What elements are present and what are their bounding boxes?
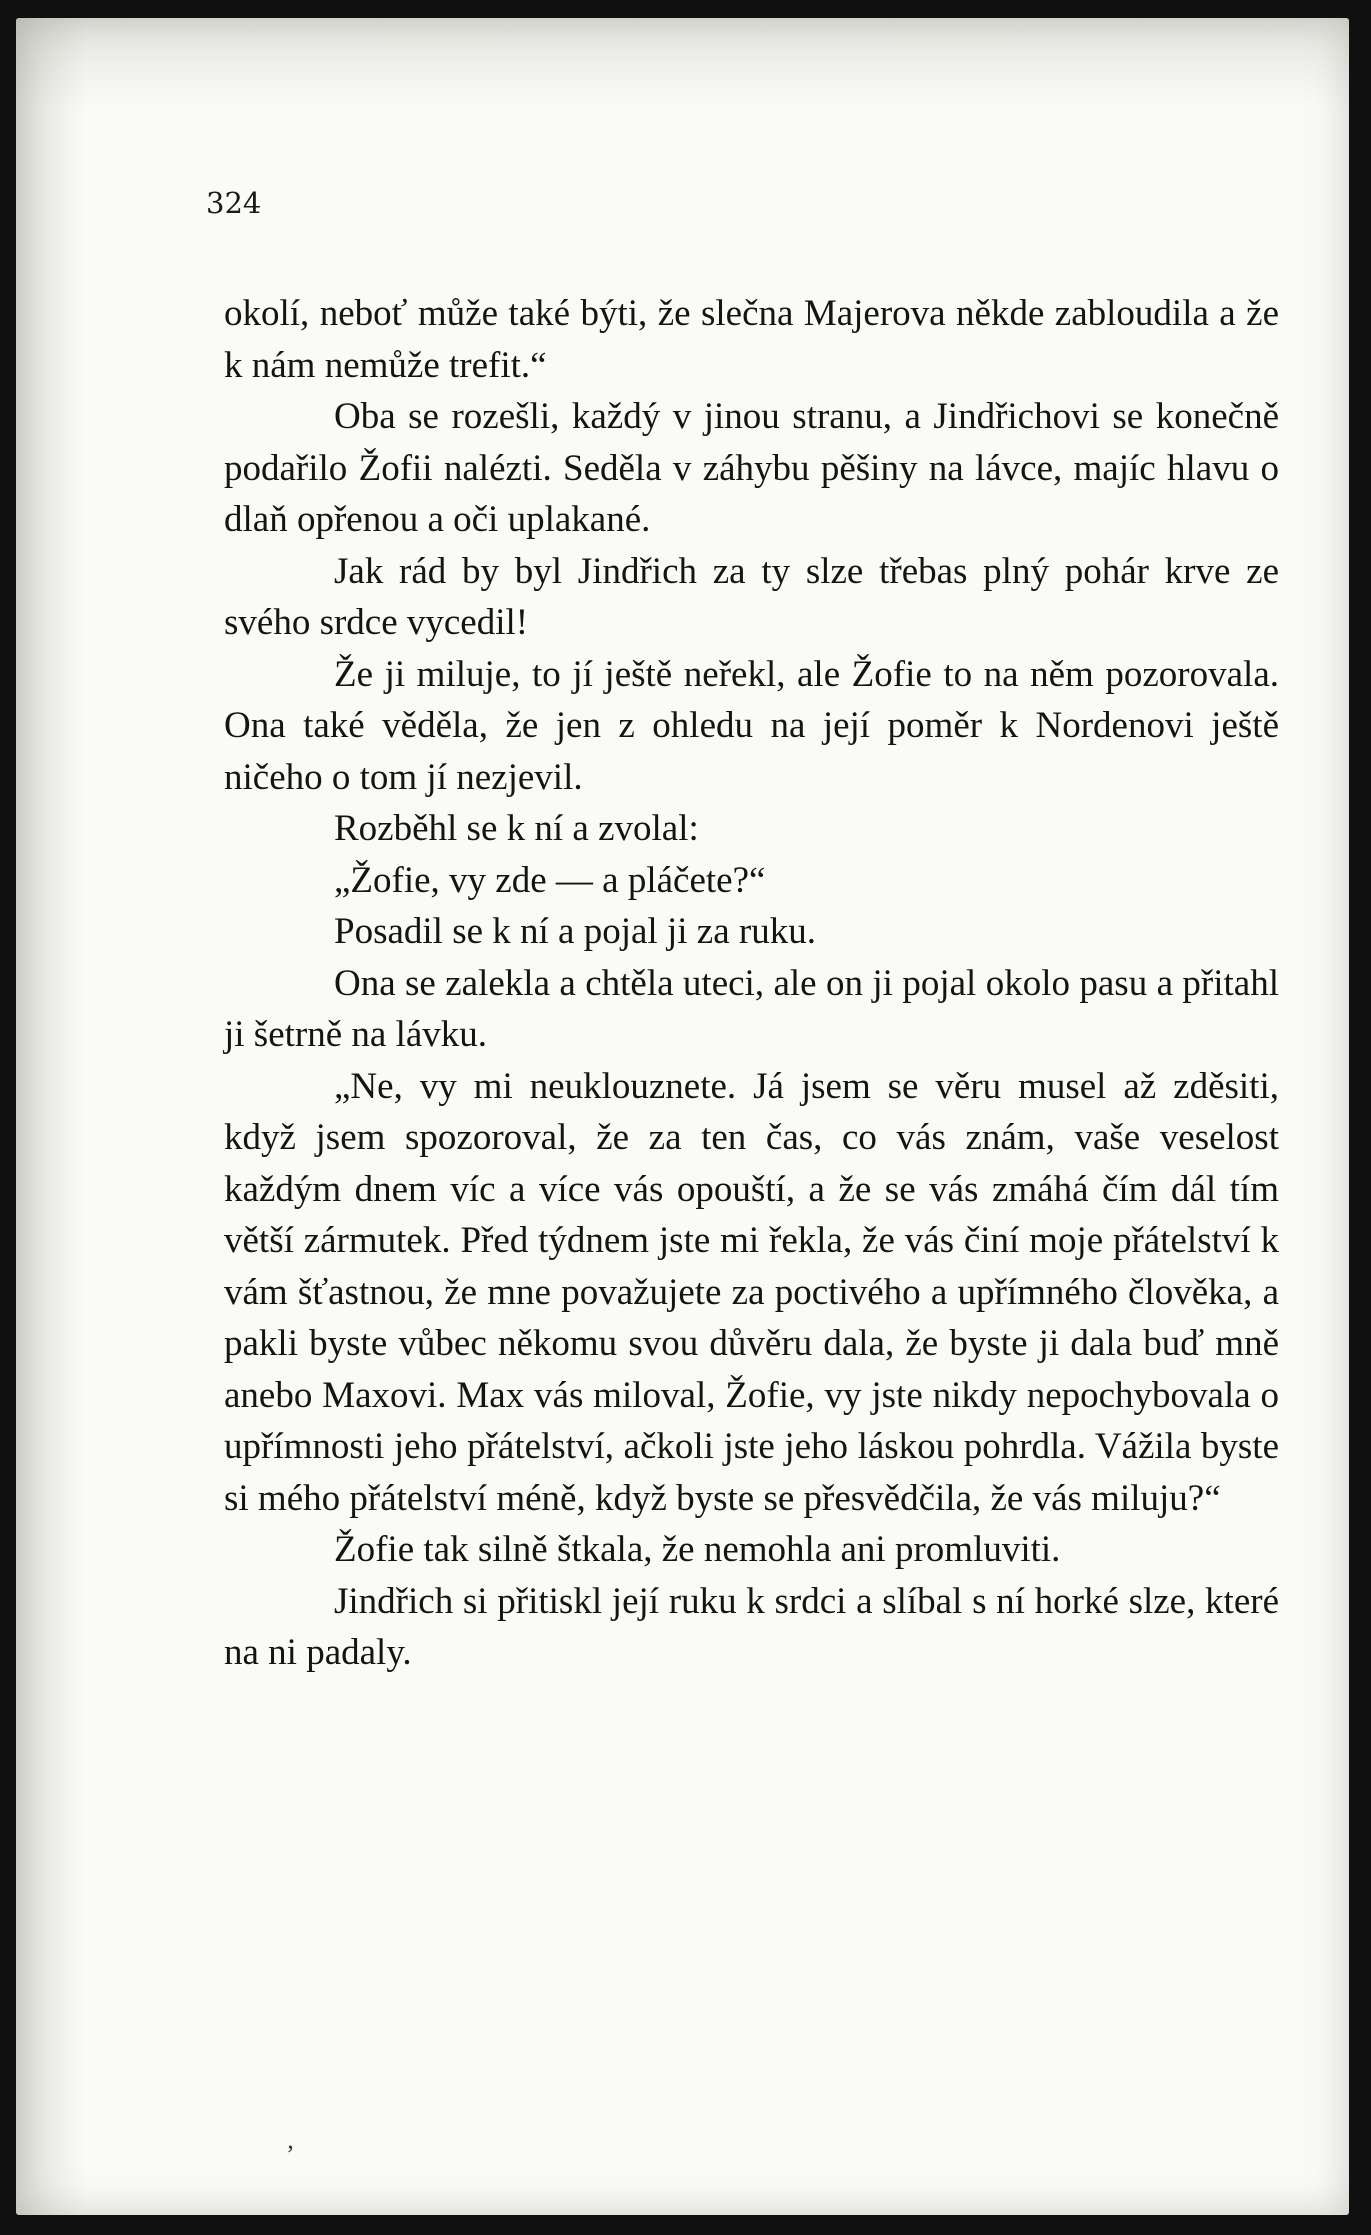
paragraph: Jindřich si přitiskl její ruku k srdci a slíbal s ní horké slze, které na ni padaly. <box>224 1580 1279 1673</box>
paragraph: okolí, neboť může také býti, že slečna Majerova někde zabloudila a že k nám nemůže trefit.“ <box>224 293 1279 386</box>
paragraph: Posadil se k ní a pojal ji za ruku. <box>334 911 816 952</box>
paragraph: Rozběhl se k ní a zvolal: <box>334 808 699 849</box>
page-top-shadow <box>16 18 1349 108</box>
paragraph: „Ne, vy mi neuklouznete. Já jsem se věru musel až zděsiti, když jsem spozoroval, že za ten čas, co vás znám, vaše veselost každým dnem víc a více vás opouští, a že se vás zmáhá čím dál tím větší zármutek. Před týdnem jste mi řekla, že vás činí moje přátelství k vám šťastnou, že mne považujete za poctivého a upřímného člověka, a pakli byste vůbec někomu svou důvěru dala, že byste ji dala buď mně anebo Maxovi. Max vás miloval, Žofie, vy jste nikdy nepochybovala o upřímnosti jeho přátelství, ačkoli jste jeho láskou pohrdla. Vážila byste si mého přátelství méně, když byste se přesvědčila, že vás miluju?“ <box>224 1065 1279 1519</box>
paragraph: Ona se zalekla a chtěla uteci, ale on ji pojal okolo pasu a přitahl ji šetrně na lávku. <box>224 962 1279 1055</box>
paragraph: Jak rád by byl Jindřich za ty slze třebas plný pohár krve ze svého srdce vycedil! <box>224 550 1279 643</box>
paragraph: „Žofie, vy zde — a pláčete?“ <box>334 859 766 901</box>
stray-ink-mark: ʼ <box>286 2140 295 2169</box>
page-number: 324 <box>206 186 262 220</box>
paragraph: Žofie tak silně štkala, že nemohla ani promluviti. <box>334 1529 1061 1570</box>
paragraph: Oba se rozešli, každý v jinou stranu, a Jindřichovi se konečně podařilo Žofii nalézti. Seděla v záhybu pěšiny na lávce, majíc hlavu o dlaň opřenou a oči uplakané. <box>224 396 1279 540</box>
paragraph: Že ji miluje, to jí ještě neřekl, ale Žofie to na něm pozorovala. Ona také věděla, že jen z ohledu na její poměr k Nordenovi ještě ničeho o tom jí nezjevil. <box>224 653 1279 798</box>
page-edge-shadow <box>16 18 86 2215</box>
body-text <box>224 288 1279 1679</box>
